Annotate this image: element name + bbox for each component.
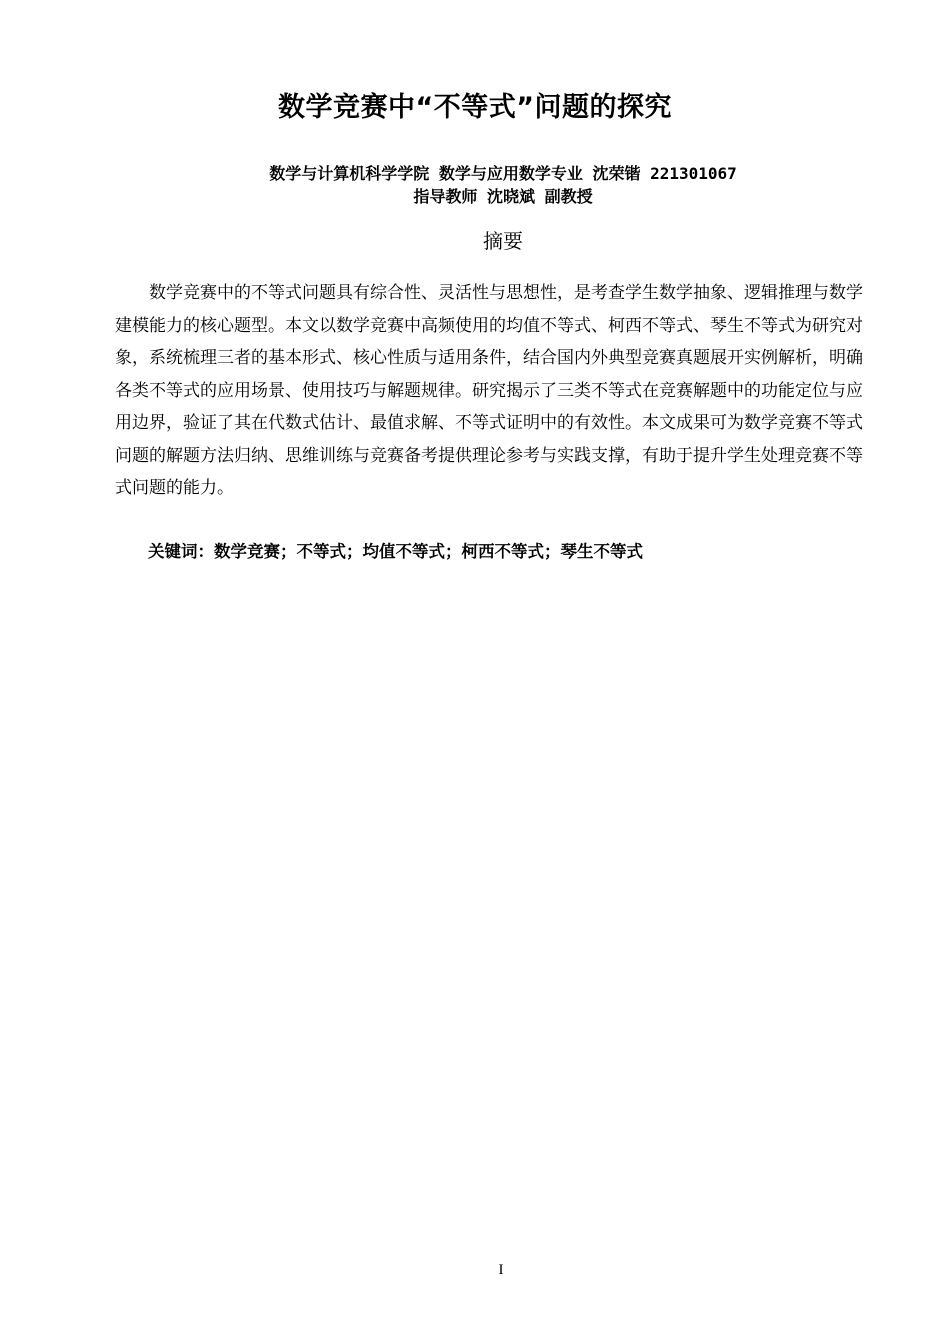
abstract-body: 数学竞赛中的不等式问题具有综合性、灵活性与思想性，是考查学生数学抽象、逻辑推理与数学建模能力的核心题型。本文以数学竞赛中高频使用的均值不等式、柯西不等式、琴生不等式为研究对象，系统梳理三者的基本形式、核心性质与适用条件，结合国内外典型竞赛真题展开实例解析，明确各类不等式的应用场景、使用技巧与解题规律。研究揭示了三类不等式在竞赛解题中的功能定位与应用边界，验证了其在代数式估计、最值求解、不等式证明中的有效性。本文成果可为数学竞赛不等式问题的解题方法归纳、思维训练与竞赛备考提供理论参考与实践支撑，有助于提升学生处理竞赛不等式问题的能力。 xyxy=(115,283,863,498)
keywords: 关键词：数学竞赛；不等式；均值不等式；柯西不等式；琴生不等式 xyxy=(148,542,643,561)
author-info: 数学与计算机科学学院 数学与应用数学专业 沈荣锴 221301067 xyxy=(269,164,737,183)
page-title: 数学竞赛中“不等式”问题的探究 xyxy=(278,92,672,123)
advisor-info: 指导教师 沈晓斌 副教授 xyxy=(413,187,593,206)
page-number: I xyxy=(498,1262,504,1278)
abstract-heading: 摘要 xyxy=(483,229,523,253)
